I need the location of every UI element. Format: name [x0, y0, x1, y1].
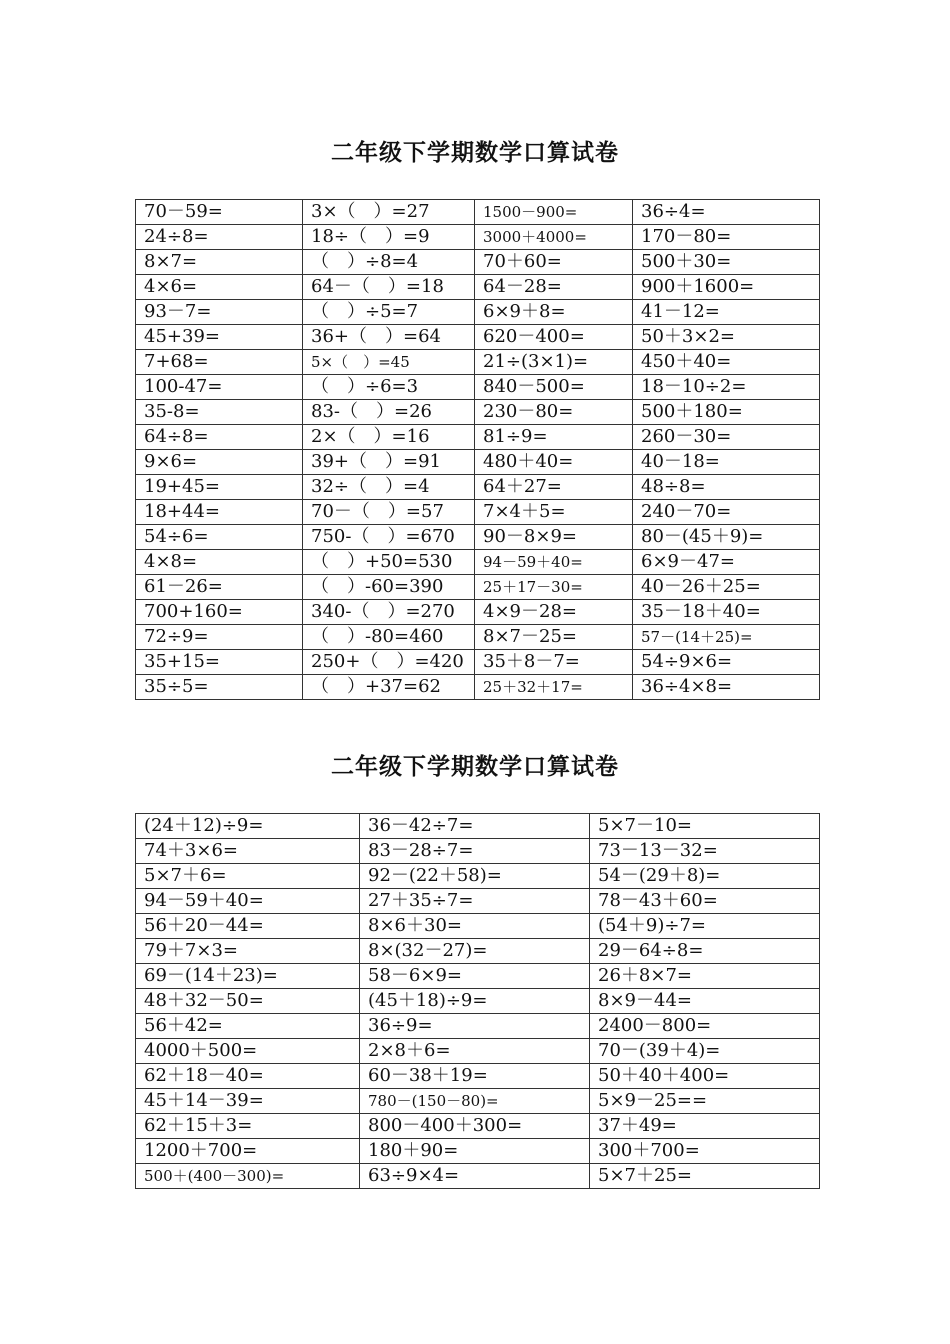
problem-cell: 900＋1600= — [633, 275, 820, 300]
problem-cell: 8×7= — [136, 250, 303, 275]
table-row — [136, 225, 820, 250]
problem-cell: 3000＋4000= — [475, 225, 633, 250]
table-row — [136, 275, 820, 300]
problem-cell: (54＋9)÷7= — [590, 914, 820, 939]
table-row — [136, 1039, 820, 1064]
problem-cell: 35－18＋40= — [633, 600, 820, 625]
table-row — [136, 1064, 820, 1089]
problem-cell: 64÷8= — [136, 425, 303, 450]
table-row — [136, 1014, 820, 1039]
problem-cell: 250+（ ）=420 — [303, 650, 475, 675]
table-row — [136, 450, 820, 475]
problem-cell: 18－10÷2= — [633, 375, 820, 400]
problem-cell: 750-（ ）=670 — [303, 525, 475, 550]
problem-cell: 230－80= — [475, 400, 633, 425]
problem-cell: 35-8= — [136, 400, 303, 425]
table-row — [136, 889, 820, 914]
problem-cell: 8×6＋30= — [360, 914, 590, 939]
problem-cell: 800－400＋300= — [360, 1114, 590, 1139]
problem-cell: 26＋8×7= — [590, 964, 820, 989]
table-row — [136, 864, 820, 889]
table-row — [136, 839, 820, 864]
problem-cell: (24＋12)÷9= — [136, 814, 360, 839]
problem-cell: 7+68= — [136, 350, 303, 375]
table-row — [136, 1089, 820, 1114]
table-row — [136, 300, 820, 325]
table-row — [136, 200, 820, 225]
problem-cell: 35÷5= — [136, 675, 303, 700]
problem-cell: 58－6×9= — [360, 964, 590, 989]
problem-cell: 40－18= — [633, 450, 820, 475]
problem-cell: （ ）÷6=3 — [303, 375, 475, 400]
problem-cell: 35+15= — [136, 650, 303, 675]
problem-cell: 27＋35÷7= — [360, 889, 590, 914]
problem-cell: 18÷（ ）=9 — [303, 225, 475, 250]
table-row — [136, 625, 820, 650]
problem-cell: 29－64÷8= — [590, 939, 820, 964]
problem-cell: 81÷9= — [475, 425, 633, 450]
table-row — [136, 964, 820, 989]
problem-cell: 9×6= — [136, 450, 303, 475]
problem-cell: 5×（ ）=45 — [303, 350, 475, 375]
table-row — [136, 1164, 820, 1189]
problem-cell: 19+45= — [136, 475, 303, 500]
problem-cell: 1200＋700= — [136, 1139, 360, 1164]
problem-cell: 25＋32＋17= — [475, 675, 633, 700]
problem-cell: 500＋30= — [633, 250, 820, 275]
problem-cell: 41－12= — [633, 300, 820, 325]
problem-cell: 60－38＋19= — [360, 1064, 590, 1089]
problem-cell: 36÷4×8= — [633, 675, 820, 700]
problem-cell: 54－(29＋8)= — [590, 864, 820, 889]
problem-cell: 5×7－10= — [590, 814, 820, 839]
problem-cell: 83-（ ）=26 — [303, 400, 475, 425]
problem-cell: 92－(22＋58)= — [360, 864, 590, 889]
problem-cell: 6×9－47= — [633, 550, 820, 575]
problem-cell: 54÷6= — [136, 525, 303, 550]
problem-cell: 61－26= — [136, 575, 303, 600]
problem-cell: 3×（ ）=27 — [303, 200, 475, 225]
table-row — [136, 325, 820, 350]
problem-cell: 36÷9= — [360, 1014, 590, 1039]
problem-cell: 50＋3×2= — [633, 325, 820, 350]
problem-cell: 5×7＋25= — [590, 1164, 820, 1189]
problem-cell: 2×（ ）=16 — [303, 425, 475, 450]
problem-cell: 21÷(3×1)= — [475, 350, 633, 375]
problem-cell: 36÷4= — [633, 200, 820, 225]
problem-cell: 4000＋500= — [136, 1039, 360, 1064]
arithmetic-table-2 — [135, 813, 820, 1189]
problem-cell: 73－13－32= — [590, 839, 820, 864]
problem-cell: 260－30= — [633, 425, 820, 450]
problem-cell: 83－28÷7= — [360, 839, 590, 864]
problem-cell: 840－500= — [475, 375, 633, 400]
problem-cell: 37＋49= — [590, 1114, 820, 1139]
problem-cell: 700+160= — [136, 600, 303, 625]
problem-cell: 6×9＋8= — [475, 300, 633, 325]
problem-cell: （ ）+37=62 — [303, 675, 475, 700]
table-row — [136, 500, 820, 525]
problem-cell: 56＋20－44= — [136, 914, 360, 939]
problem-cell: 62＋18－40= — [136, 1064, 360, 1089]
page-title-1: 二年级下学期数学口算试卷 — [331, 140, 619, 166]
problem-cell: 2×8＋6= — [360, 1039, 590, 1064]
problem-cell: 36+（ ）=64 — [303, 325, 475, 350]
problem-cell: 90－8×9= — [475, 525, 633, 550]
table-row — [136, 350, 820, 375]
problem-cell: （ ）-60=390 — [303, 575, 475, 600]
problem-cell: 39+（ ）=91 — [303, 450, 475, 475]
problem-cell: 63÷9×4= — [360, 1164, 590, 1189]
problem-cell: 300＋700= — [590, 1139, 820, 1164]
problem-cell: 8×7－25= — [475, 625, 633, 650]
problem-cell: 5×7＋6= — [136, 864, 360, 889]
table-row — [136, 550, 820, 575]
table-row — [136, 814, 820, 839]
problem-cell: 25＋17－30= — [475, 575, 633, 600]
problem-cell: （ ）+50=530 — [303, 550, 475, 575]
problem-cell: 24÷8= — [136, 225, 303, 250]
table-row — [136, 600, 820, 625]
problem-cell: 7×4＋5= — [475, 500, 633, 525]
problem-cell: （ ）÷8=4 — [303, 250, 475, 275]
problem-cell: 4×6= — [136, 275, 303, 300]
problem-cell: 56＋42= — [136, 1014, 360, 1039]
problem-cell: 4×9－28= — [475, 600, 633, 625]
problem-cell: 57－(14＋25)= — [633, 625, 820, 650]
problem-cell: 500＋(400－300)= — [136, 1164, 360, 1189]
problem-cell: 64－（ ）=18 — [303, 275, 475, 300]
problem-cell: （ ）÷5=7 — [303, 300, 475, 325]
problem-cell: 79＋7×3= — [136, 939, 360, 964]
table-row — [136, 525, 820, 550]
problem-cell: 620－400= — [475, 325, 633, 350]
problem-cell: 40－26＋25= — [633, 575, 820, 600]
table-row — [136, 425, 820, 450]
problem-cell: 78－43＋60= — [590, 889, 820, 914]
problem-cell: 35＋8－7= — [475, 650, 633, 675]
problem-cell: 50＋40＋400= — [590, 1064, 820, 1089]
problem-cell: 780－(150－80)= — [360, 1089, 590, 1114]
problem-cell: 70－(39＋4)= — [590, 1039, 820, 1064]
problem-cell: 62＋15＋3= — [136, 1114, 360, 1139]
table-row — [136, 1114, 820, 1139]
problem-cell: 36－42÷7= — [360, 814, 590, 839]
problem-cell: 48＋32－50= — [136, 989, 360, 1014]
problem-cell: 100-47= — [136, 375, 303, 400]
table-row — [136, 650, 820, 675]
problem-cell: 54÷9×6= — [633, 650, 820, 675]
problem-cell: 70－59= — [136, 200, 303, 225]
problem-cell: 8×(32－27)= — [360, 939, 590, 964]
problem-cell: 70－（ ）=57 — [303, 500, 475, 525]
table-row — [136, 400, 820, 425]
problem-cell: (45＋18)÷9= — [360, 989, 590, 1014]
problem-cell: （ ）-80=460 — [303, 625, 475, 650]
problem-cell: 450＋40= — [633, 350, 820, 375]
problem-cell: 72÷9= — [136, 625, 303, 650]
table-row — [136, 989, 820, 1014]
problem-cell: 240－70= — [633, 500, 820, 525]
problem-cell: 93－7= — [136, 300, 303, 325]
problem-cell: 74＋3×6= — [136, 839, 360, 864]
table-row — [136, 575, 820, 600]
problem-cell: 8×9－44= — [590, 989, 820, 1014]
problem-cell: 45+39= — [136, 325, 303, 350]
problem-cell: 70＋60= — [475, 250, 633, 275]
table-row — [136, 939, 820, 964]
table-row — [136, 675, 820, 700]
table-row — [136, 375, 820, 400]
problem-cell: 32÷（ ）=4 — [303, 475, 475, 500]
problem-cell: 500＋180= — [633, 400, 820, 425]
problem-cell: 94－59＋40= — [136, 889, 360, 914]
problem-cell: 69－(14＋23)= — [136, 964, 360, 989]
table-row — [136, 914, 820, 939]
problem-cell: 4×8= — [136, 550, 303, 575]
problem-cell: 340-（ ）=270 — [303, 600, 475, 625]
problem-cell: 18+44= — [136, 500, 303, 525]
problem-cell: 170－80= — [633, 225, 820, 250]
problem-cell: 94－59＋40= — [475, 550, 633, 575]
table-row — [136, 475, 820, 500]
problem-cell: 45＋14－39= — [136, 1089, 360, 1114]
problem-cell: 480＋40= — [475, 450, 633, 475]
problem-cell: 64－28= — [475, 275, 633, 300]
page-title-2: 二年级下学期数学口算试卷 — [331, 754, 619, 780]
problem-cell: 5×9－25== — [590, 1089, 820, 1114]
table-row — [136, 250, 820, 275]
problem-cell: 180＋90= — [360, 1139, 590, 1164]
problem-cell: 64＋27= — [475, 475, 633, 500]
problem-cell: 2400－800= — [590, 1014, 820, 1039]
arithmetic-table-1 — [135, 199, 820, 700]
problem-cell: 80－(45＋9)= — [633, 525, 820, 550]
table-row — [136, 1139, 820, 1164]
problem-cell: 48÷8= — [633, 475, 820, 500]
problem-cell: 1500－900= — [475, 200, 633, 225]
